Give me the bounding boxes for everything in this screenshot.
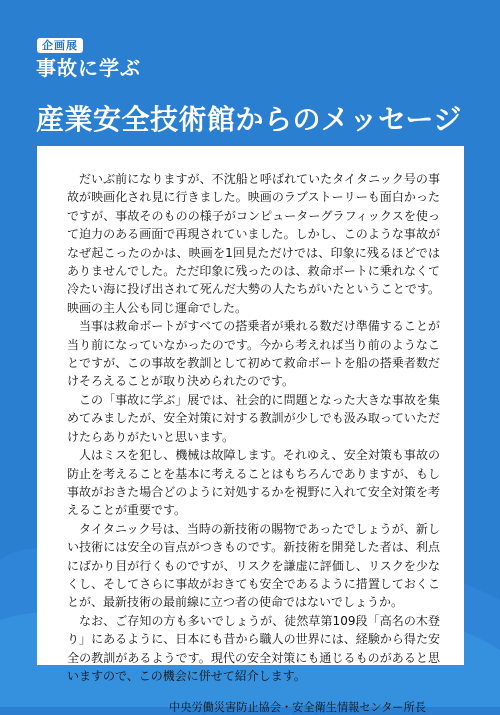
message-paragraph-5: タイタニック号は、当時の新技術の賜物であったでしょうが、新しい技術には安全の盲点がつきものです。新技術を開発した者は、利点にばかり目が行くものですが、リスクを謙虚に評価し、リスクを少なくし、そしてさらに事故がおきても安全であるように措置しておくことが、最新技術の最前線に立つ者の使命ではないでしょうか。 [67,521,440,610]
message-paragraph-1: だいぶ前になりますが、不沈船と呼ばれていたタイタニック号の事故が映画化され見に行きました。映画のラブストーリーも面白かったですが、事故そのものの様子がコンピューターグラフィックスを使って迫力のある画面で再現されていました。しかし、このような事故がなぜ起こったのかは、映画を1回見ただけでは、印象に残るほどではありませんでした。ただ印象に残ったのは、救命ボートに乗れなくて冷たい海に投げ出されて死んだ大勢の人たちがいたということです。映画の主人公も同じ運命でした。 [67,172,440,315]
message-paragraph-4: 人はミスを犯し、機械は故障します。それゆえ、安全対策も事故の防止を考えることを基本に考えることはもちろんでありますが、もし事故がおきた場合どのように対処するかを視野に入れて安全対策を考えることが重要です。 [67,448,440,518]
message-paragraph-6: なお、ご存知の方も多いでしょうが、徒然草第109段「高名の木登り」にあるように、日本にも昔から職人の世界には、経験から得た安全の教訓があるようです。現代の安全対策にも通じるものがあると思いますので、この機会に併せて紹介します。 [67,613,440,683]
message-paragraph-3: この「事故に学ぶ」展では、社会的に問題となった大きな事故を集めてみましたが、安全対策に対する教訓が少しでも汲み取っていただけたらありがたいと思います。 [67,392,440,444]
message-signature: 中央労働災害防止協会・安全衛生情報センター所長 [169,701,426,715]
page-title: 産業安全技術館からのメッセージ [36,103,462,136]
exhibition-badge: 企画展 [37,38,83,53]
exhibition-subtitle: 事故に学ぶ [36,56,141,80]
message-paragraph-2: 当事は救命ボートがすべての搭乗者が乗れる数だけ準備することが当り前になっていなかったのです。今から考えれば当り前のようなことですが、この事故を教訓として初めて救命ボートを船の搭乗者数だけそろえることが取り決められたのです。 [67,319,440,389]
message-card [37,146,464,715]
